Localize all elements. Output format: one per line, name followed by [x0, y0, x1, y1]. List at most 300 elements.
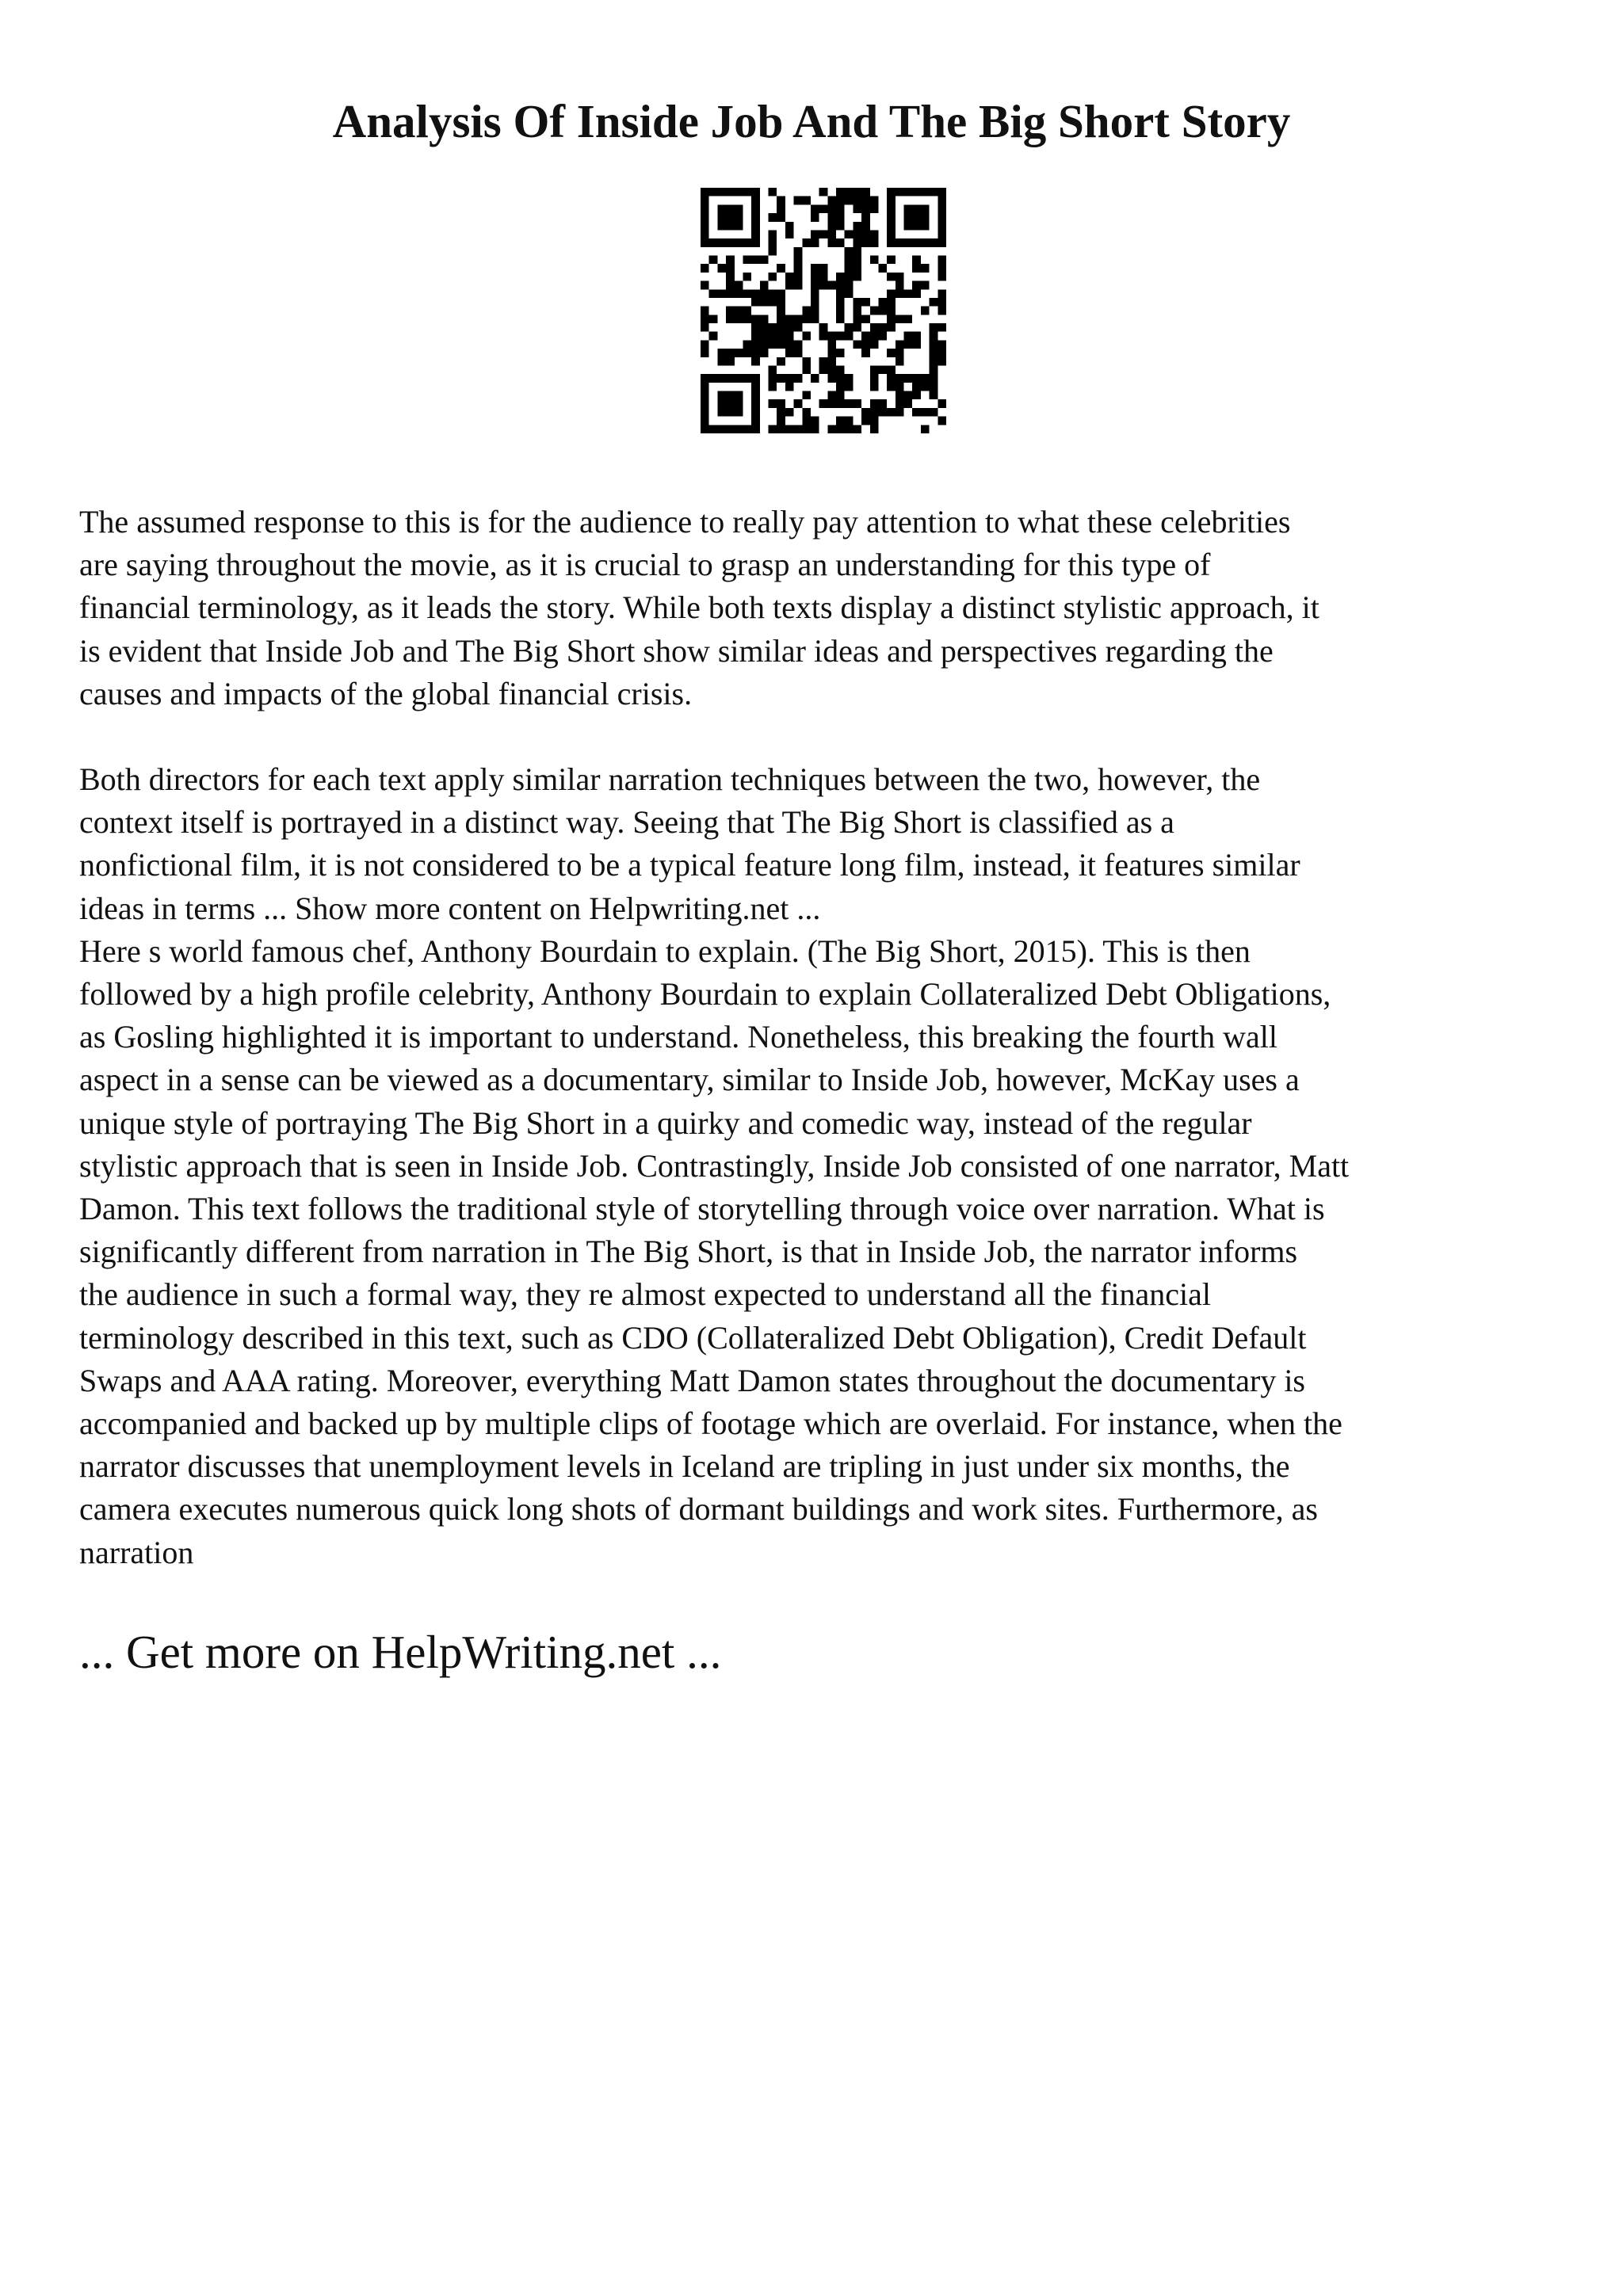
qr-module	[930, 365, 938, 374]
qr-module	[777, 264, 785, 273]
qr-module	[887, 323, 896, 332]
qr-module	[836, 425, 845, 433]
qr-module	[887, 273, 896, 281]
qr-module	[726, 213, 735, 222]
qr-module	[896, 408, 904, 417]
qr-module	[709, 289, 718, 298]
qr-module	[878, 264, 887, 273]
qr-module	[921, 307, 930, 315]
qr-module	[709, 374, 718, 383]
qr-module	[836, 196, 845, 205]
qr-module	[802, 365, 811, 374]
qr-module	[777, 425, 785, 433]
qr-module	[845, 399, 854, 408]
qr-module	[785, 425, 794, 433]
qr-module	[870, 374, 879, 383]
qr-module	[921, 264, 930, 273]
qr-module	[930, 391, 938, 400]
qr-module	[709, 425, 718, 433]
qr-module	[777, 417, 785, 425]
qr-module	[794, 340, 803, 349]
qr-module	[878, 307, 887, 315]
qr-module	[717, 425, 726, 433]
qr-module	[870, 204, 879, 213]
qr-module	[836, 383, 845, 391]
qr-module	[819, 399, 828, 408]
qr-module	[938, 399, 946, 408]
qr-module	[717, 213, 726, 222]
qr-module	[819, 281, 828, 290]
qr-module	[717, 289, 726, 298]
qr-module	[811, 238, 819, 247]
qr-module	[751, 332, 760, 341]
qr-module	[777, 307, 785, 315]
qr-module	[760, 340, 769, 349]
qr-module	[861, 298, 870, 307]
qr-module	[938, 256, 946, 265]
qr-module	[938, 188, 946, 196]
qr-module	[769, 230, 777, 238]
qr-module	[827, 238, 836, 247]
qr-module	[836, 273, 845, 281]
qr-module	[819, 357, 828, 366]
qr-module	[735, 289, 743, 298]
qr-module	[819, 323, 828, 332]
qr-module	[726, 374, 735, 383]
qr-module	[887, 238, 896, 247]
qr-module	[743, 188, 751, 196]
qr-module	[726, 391, 735, 400]
qr-module	[930, 332, 938, 341]
qr-module	[845, 230, 854, 238]
qr-module	[870, 323, 879, 332]
qr-module	[743, 238, 751, 247]
qr-module	[735, 399, 743, 408]
qr-module	[769, 365, 777, 374]
qr-module	[887, 196, 896, 205]
qr-module	[794, 264, 803, 273]
qr-module	[777, 340, 785, 349]
qr-module	[811, 273, 819, 281]
qr-module	[802, 238, 811, 247]
qr-module	[811, 425, 819, 433]
qr-module	[709, 332, 718, 341]
qr-module	[794, 273, 803, 281]
qr-module	[777, 298, 785, 307]
qr-module	[930, 408, 938, 417]
qr-module	[735, 238, 743, 247]
qr-module	[878, 399, 887, 408]
qr-module	[912, 340, 921, 349]
qr-module	[836, 213, 845, 222]
qr-module	[836, 315, 845, 323]
qr-module	[938, 417, 946, 425]
qr-module	[760, 349, 769, 357]
qr-module	[717, 408, 726, 417]
qr-module	[701, 196, 709, 205]
qr-module	[827, 357, 836, 366]
qr-module	[827, 230, 836, 238]
qr-module	[769, 188, 777, 196]
qr-module	[701, 391, 709, 400]
qr-module	[887, 230, 896, 238]
qr-module	[709, 256, 718, 265]
qr-module	[701, 238, 709, 247]
qr-module	[921, 281, 930, 290]
qr-module	[743, 340, 751, 349]
qr-module	[811, 374, 819, 383]
qr-module	[735, 374, 743, 383]
qr-module	[904, 315, 913, 323]
qr-module	[777, 399, 785, 408]
qr-module	[836, 238, 845, 247]
qr-module	[794, 247, 803, 256]
qr-module	[912, 264, 921, 273]
qr-module	[912, 289, 921, 298]
qr-module	[930, 357, 938, 366]
qr-module	[887, 188, 896, 196]
qr-module	[861, 204, 870, 213]
qr-module	[751, 357, 760, 366]
qr-module	[717, 188, 726, 196]
page-title: Analysis Of Inside Job And The Big Short Story	[332, 95, 1291, 147]
qr-module	[896, 289, 904, 298]
qr-module	[777, 196, 785, 205]
qr-module	[802, 425, 811, 433]
qr-module	[861, 188, 870, 196]
qr-module	[912, 332, 921, 341]
qr-module	[701, 417, 709, 425]
qr-module	[701, 281, 709, 290]
qr-module	[751, 256, 760, 265]
qr-module	[802, 196, 811, 205]
qr-module	[717, 238, 726, 247]
qr-module	[701, 340, 709, 349]
qr-module	[743, 307, 751, 315]
qr-module	[870, 332, 879, 341]
qr-module	[785, 230, 794, 238]
qr-module	[853, 340, 861, 349]
qr-module	[794, 281, 803, 290]
qr-module	[777, 213, 785, 222]
qr-module	[777, 408, 785, 417]
qr-module	[870, 230, 879, 238]
qr-module	[938, 298, 946, 307]
qr-module	[896, 315, 904, 323]
qr-module	[735, 204, 743, 213]
qr-module	[912, 383, 921, 391]
qr-module	[726, 273, 735, 281]
qr-module	[751, 391, 760, 400]
get-more-link[interactable]: ... Get more on HelpWriting.net ...	[79, 1626, 722, 1678]
qr-module	[760, 332, 769, 341]
qr-module	[726, 357, 735, 366]
qr-module	[827, 349, 836, 357]
qr-module	[938, 349, 946, 357]
qr-module	[921, 374, 930, 383]
qr-module	[769, 238, 777, 247]
qr-module	[751, 298, 760, 307]
qr-module	[870, 417, 879, 425]
article-body	[79, 501, 1569, 1574]
qr-module	[751, 196, 760, 205]
qr-module	[785, 281, 794, 290]
qr-module	[811, 264, 819, 273]
qr-module	[743, 315, 751, 323]
qr-module	[845, 281, 854, 290]
qr-module	[845, 256, 854, 265]
qr-module	[836, 332, 845, 341]
qr-module	[861, 222, 870, 231]
qr-module	[870, 238, 879, 247]
qr-module	[938, 357, 946, 366]
qr-module	[853, 307, 861, 315]
qr-module	[701, 307, 709, 315]
qr-module	[726, 204, 735, 213]
qr-module	[811, 417, 819, 425]
qr-module	[785, 383, 794, 391]
qr-module	[845, 417, 854, 425]
qr-module	[912, 281, 921, 290]
qr-module	[930, 374, 938, 383]
qr-module	[896, 357, 904, 366]
qr-module	[811, 281, 819, 290]
qr-module	[845, 247, 854, 256]
qr-module	[802, 307, 811, 315]
qr-module	[769, 399, 777, 408]
qr-module	[861, 340, 870, 349]
qr-module	[938, 230, 946, 238]
qr-module	[777, 323, 785, 332]
qr-module	[785, 349, 794, 357]
qr-module	[735, 349, 743, 357]
qr-module	[921, 238, 930, 247]
qr-module	[827, 340, 836, 349]
qr-module	[726, 222, 735, 231]
qr-module	[726, 349, 735, 357]
qr-module	[760, 315, 769, 323]
qr-module	[751, 323, 760, 332]
qr-module	[878, 332, 887, 341]
qr-module	[845, 188, 854, 196]
qr-module	[769, 340, 777, 349]
qr-module	[861, 332, 870, 341]
qr-module	[938, 213, 946, 222]
qr-module	[836, 281, 845, 290]
qr-module	[836, 188, 845, 196]
qr-module	[751, 213, 760, 222]
qr-module	[709, 238, 718, 247]
qr-module	[887, 383, 896, 391]
qr-module	[802, 391, 811, 400]
qr-module	[819, 332, 828, 341]
qr-module	[760, 256, 769, 265]
qr-module	[794, 374, 803, 383]
qr-module	[819, 188, 828, 196]
qr-module	[845, 332, 854, 341]
qr-module	[870, 383, 879, 391]
qr-module	[777, 332, 785, 341]
qr-module	[904, 213, 913, 222]
qr-module	[938, 222, 946, 231]
qr-module	[836, 222, 845, 231]
qr-module	[794, 256, 803, 265]
qr-module	[760, 298, 769, 307]
qr-module	[904, 340, 913, 349]
qr-module	[785, 374, 794, 383]
qr-module	[777, 374, 785, 383]
qr-module	[802, 315, 811, 323]
qr-module	[827, 374, 836, 383]
qr-module	[938, 323, 946, 332]
qr-module	[751, 374, 760, 383]
qr-module	[794, 399, 803, 408]
qr-module	[785, 273, 794, 281]
qr-module	[904, 332, 913, 341]
qr-module	[904, 222, 913, 231]
paragraph-directors: Both directors for each text apply similar narration techniques between the two, however, the context itself is portrayed in a distinct way. Seeing that The Big Short is classified as a nonfictional film, it is not considered to be a typical feature long film, instead, it features similar ideas in terms ... Show more content on Helpwriting.net ...	[79, 761, 1300, 926]
qr-module	[930, 298, 938, 307]
qr-module	[870, 256, 879, 265]
qr-module	[794, 349, 803, 357]
qr-module	[819, 273, 828, 281]
qr-module	[785, 222, 794, 231]
qr-module	[785, 323, 794, 332]
qr-module	[709, 315, 718, 323]
qr-module	[726, 315, 735, 323]
qr-module	[717, 374, 726, 383]
qr-module	[861, 238, 870, 247]
qr-module	[769, 298, 777, 307]
qr-module	[743, 289, 751, 298]
qr-module	[938, 273, 946, 281]
qr-module	[794, 315, 803, 323]
qr-code-icon	[701, 188, 946, 433]
qr-module	[751, 349, 760, 357]
qr-module	[743, 425, 751, 433]
qr-module	[751, 417, 760, 425]
qr-module	[938, 289, 946, 298]
qr-module	[853, 256, 861, 265]
qr-module	[769, 425, 777, 433]
qr-module	[861, 196, 870, 205]
qr-module	[921, 408, 930, 417]
qr-module	[853, 188, 861, 196]
qr-module	[938, 196, 946, 205]
qr-module	[930, 383, 938, 391]
qr-module	[896, 374, 904, 383]
qr-module	[921, 222, 930, 231]
qr-module	[896, 273, 904, 281]
qr-module	[938, 340, 946, 349]
qr-module	[726, 264, 735, 273]
qr-module	[819, 365, 828, 374]
qr-module	[861, 230, 870, 238]
qr-module	[751, 399, 760, 408]
qr-module	[896, 399, 904, 408]
qr-module	[938, 238, 946, 247]
qr-module	[853, 298, 861, 307]
qr-module	[701, 230, 709, 238]
qr-module	[794, 425, 803, 433]
qr-module	[896, 188, 904, 196]
qr-module	[726, 238, 735, 247]
qr-module	[938, 204, 946, 213]
qr-module	[726, 408, 735, 417]
qr-module	[938, 264, 946, 273]
qr-module	[870, 196, 879, 205]
qr-module	[701, 374, 709, 383]
qr-module	[853, 315, 861, 323]
qr-module	[836, 204, 845, 213]
qr-module	[853, 247, 861, 256]
qr-module	[751, 222, 760, 231]
qr-module	[760, 289, 769, 298]
paragraph-spacer	[79, 715, 1569, 758]
qr-module	[853, 222, 861, 231]
qr-module	[811, 307, 819, 315]
qr-module	[751, 230, 760, 238]
qr-module	[930, 188, 938, 196]
qr-module	[735, 213, 743, 222]
qr-module	[887, 408, 896, 417]
qr-module	[735, 391, 743, 400]
qr-module	[870, 365, 879, 374]
qr-module	[827, 332, 836, 341]
qr-module	[827, 281, 836, 290]
qr-module	[819, 204, 828, 213]
qr-module	[701, 213, 709, 222]
qr-module	[904, 238, 913, 247]
qr-module	[802, 408, 811, 417]
qr-module	[887, 256, 896, 265]
qr-module	[921, 188, 930, 196]
qr-module	[887, 349, 896, 357]
qr-module	[709, 188, 718, 196]
qr-module	[836, 374, 845, 383]
qr-module	[827, 222, 836, 231]
qr-module	[836, 289, 845, 298]
qr-module	[717, 391, 726, 400]
qr-module	[845, 323, 854, 332]
qr-module	[769, 273, 777, 281]
qr-module	[930, 340, 938, 349]
qr-module	[912, 374, 921, 383]
qr-module	[827, 365, 836, 374]
qr-module	[785, 408, 794, 417]
qr-module	[896, 238, 904, 247]
paragraph-intro: The assumed response to this is for the audience to really pay attention to what these celebrities are saying throughout the movie, as it is crucial to grasp an understanding for this type of financial terminology, as it leads the story. While both texts display a distinct stylistic approach, it is evident that Inside Job and The Big Short show similar ideas and perspectives regarding the causes and impacts of the global financial crisis.	[79, 504, 1319, 711]
qr-module	[743, 349, 751, 357]
qr-module	[726, 399, 735, 408]
qr-module	[853, 230, 861, 238]
qr-module	[836, 349, 845, 357]
qr-module	[887, 365, 896, 374]
qr-module	[751, 204, 760, 213]
qr-module	[930, 238, 938, 247]
qr-module	[701, 222, 709, 231]
qr-module	[726, 188, 735, 196]
qr-module	[904, 399, 913, 408]
qr-module	[836, 307, 845, 315]
qr-module	[896, 281, 904, 290]
qr-module	[735, 315, 743, 323]
qr-module	[751, 383, 760, 391]
qr-module	[819, 264, 828, 273]
qr-module	[887, 204, 896, 213]
qr-module	[896, 383, 904, 391]
qr-module	[845, 383, 854, 391]
